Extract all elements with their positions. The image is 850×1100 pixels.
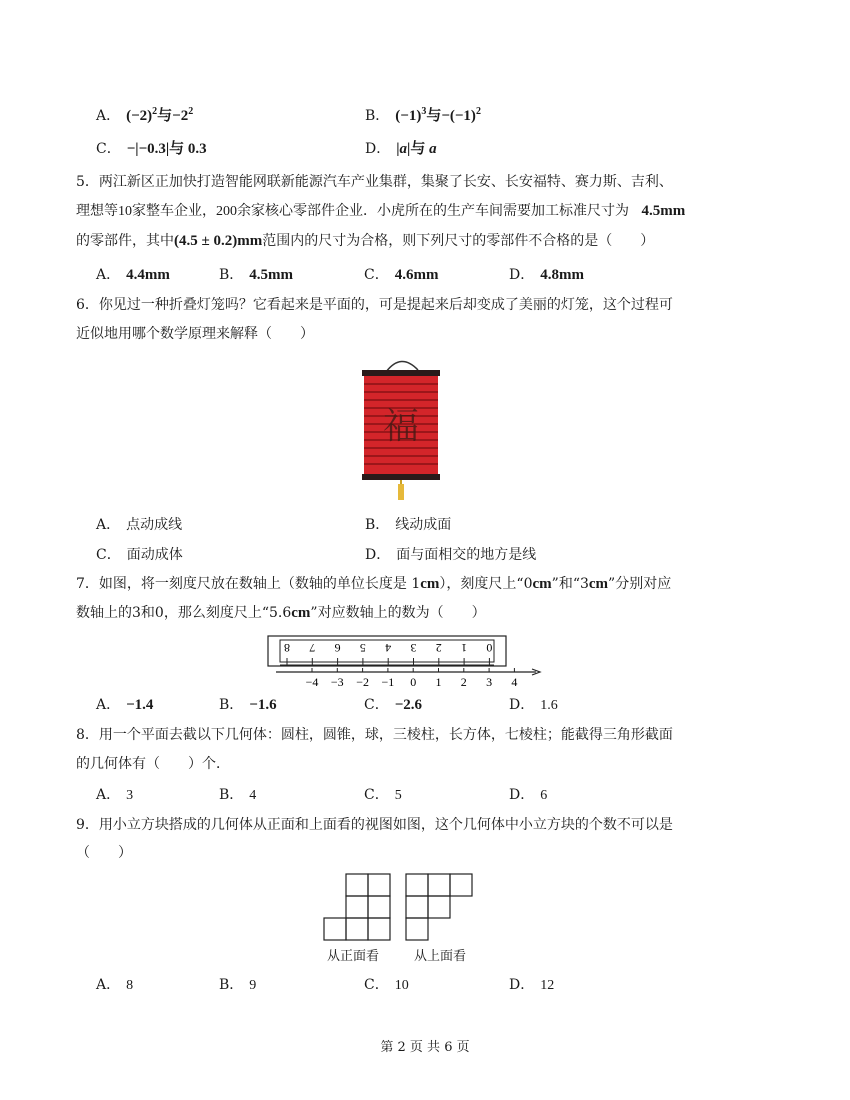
ruler-label: 8 [284,641,290,655]
ruler-label: 3 [410,641,417,655]
lantern-top-rim [362,370,440,376]
three-view-figure [318,870,488,946]
q4-option-a: A． $(-2)^2$与$-2^2$ [96,106,194,124]
axis-label: 0 [410,675,417,689]
q9-option-c: C． 10 [364,977,409,993]
q6-option-c: C． 面动成体 [96,547,183,563]
q4-option-d: D． |a|与 a [365,141,437,157]
q5-line1: 5．两江新区正加快打造智能网联新能源汽车产业集群，集聚了长安、长安福特、赛力斯、吉利、 [76,174,673,190]
q4-d-expr: |a|与 a [396,141,437,157]
q7-option-c: C． −2.6 [364,697,423,713]
front-view [324,874,390,940]
page-footer: 第 2 页 共 6 页 [380,1040,470,1055]
q4-option-b: B． $(-1)^3$与$-(-1)^2$ [365,106,481,124]
q6-option-a: A． 点动成线 [96,517,183,533]
ruler-label: 0 [486,641,493,655]
lantern-bottom-rim [362,474,440,480]
q9-option-a: A． 8 [96,977,134,993]
q5-option-b: B． 4.5mm [219,267,294,283]
lantern-image [356,356,446,504]
q4-a-expr: $(-2)^2$与$-2^2$ [126,106,194,124]
q5-option-c: C． 4.6mm [364,267,439,283]
q4-c-expr: −|−0.3|与 0.3 [126,141,207,157]
q8-line2: 的几何体有（ ）个． [76,756,230,772]
top-view [406,874,472,940]
q6-line2: 近似地用哪个数学原理来解释（ ） [76,326,314,342]
q5-line2: 理想等10家整车企业，200余家核心零部件企业．小虎所在的生产车间需要加工标准尺寸为 4.5mm [76,203,686,219]
q5-option-d: D． 4.8mm [509,267,584,283]
lantern-tassel [398,484,404,500]
axis-label: −4 [305,675,319,689]
ruler-label: 6 [334,641,341,655]
q9-option-b: B． 9 [219,977,257,993]
q8-line1: 8．用一个平面去截以下几何体：圆柱，圆锥，球，三棱柱，长方体，七棱柱；能截得三角形截面 [76,727,673,743]
axis-label: 2 [460,675,467,689]
lantern-character: 福 [382,406,420,447]
ruler-label: 2 [435,641,442,655]
q4-b-expr: $(-1)^3$与$-(-1)^2$ [395,106,481,124]
q6-option-b: B． 线动成面 [365,517,452,533]
q9-line2: （ ） [76,845,132,861]
q8-option-a: A． 3 [96,787,134,803]
q5-option-a: A． 4.4mm [96,267,170,283]
axis-label: 4 [511,675,518,689]
q9-option-d: D． 12 [509,977,555,993]
ruler-label: 4 [385,641,392,655]
ruler-number-line-figure [260,634,550,690]
q7-option-a: A． −1.4 [96,697,154,713]
ruler-label: 7 [309,641,316,655]
q8-option-b: B． 4 [219,787,257,803]
axis-label: 3 [486,675,493,689]
front-view-caption: 从正面看 [327,949,380,964]
q7-line2: 数轴上的3和0，那么刻度尺上“5.6cm”对应数轴上的数为（ ） [76,605,486,621]
top-view-caption: 从上面看 [414,949,467,964]
axis-label: −1 [381,675,395,689]
q5-line3: 的零部件，其中(4.5 ± 0.2)mm范围内的尺寸为合格，则下列尺寸的零部件不合格的是（ ） [76,233,655,249]
ruler-label: 5 [359,641,366,655]
q7-line1: 7．如图，将一刻度尺放在数轴上（数轴的单位长度是 1cm），刻度尺上“0cm”和“3cm”分别对应 [76,576,672,592]
q6-line1: 6．你见过一种折叠灯笼吗？它看起来是平面的，可是提起来后却变成了美丽的灯笼，这个过程可 [76,297,673,313]
q9-line1: 9．用小立方块搭成的几何体从正面和上面看的视图如图，这个几何体中小立方块的个数不可以是 [76,817,673,833]
q7-option-b: B． −1.6 [219,697,277,713]
axis-label: −3 [330,675,344,689]
ruler-label: 1 [461,641,468,655]
q6-option-d: D． 面与面相交的地方是线 [365,547,537,563]
q7-option-d: D． 1.6 [509,697,558,713]
q4-option-c: C． −|−0.3|与 0.3 [96,141,207,157]
q8-option-d: D． 6 [509,787,548,803]
axis-label: 1 [435,675,442,689]
q8-option-c: C． 5 [364,787,402,803]
axis-label: −2 [356,675,369,689]
